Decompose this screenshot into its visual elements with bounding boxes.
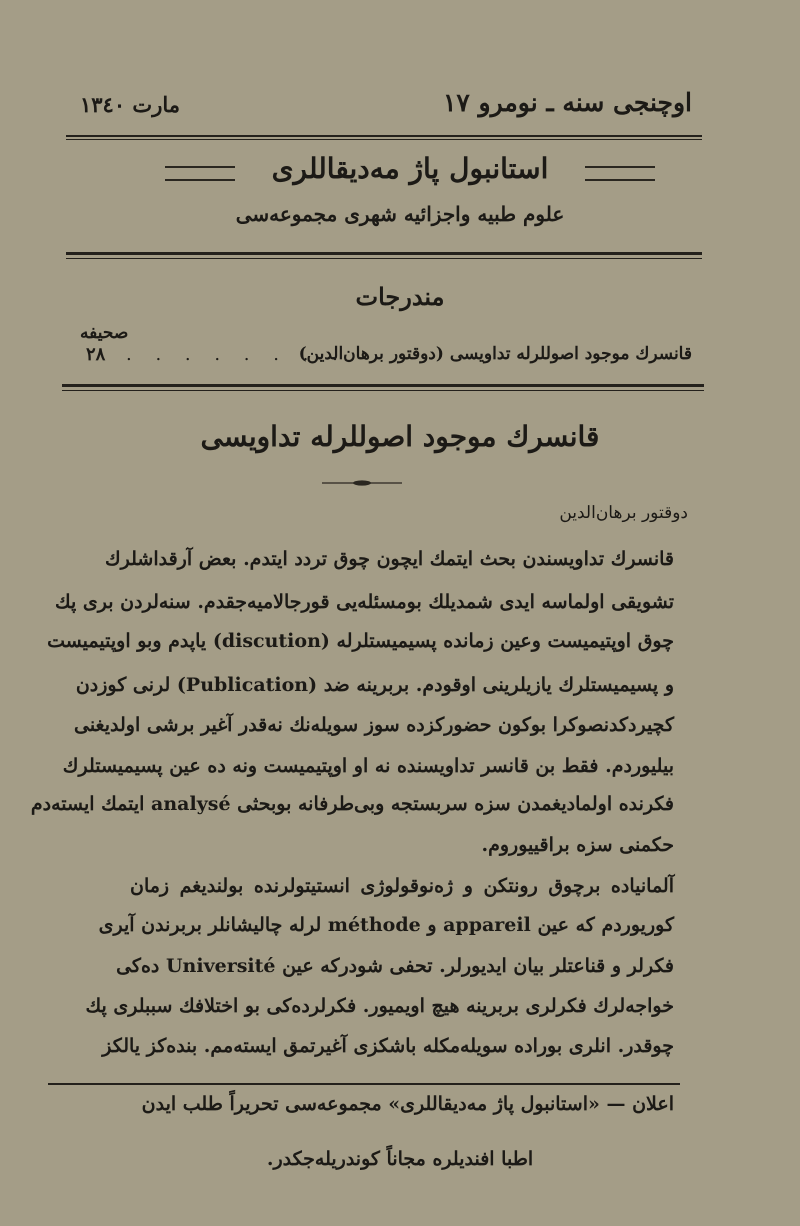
toc-page-number: ٢٨: [86, 344, 106, 365]
masthead-bottom-rule: [66, 252, 702, 255]
toc-entry[interactable]: [80, 344, 692, 374]
body-line: آلمانیاده برچوق رونتکن و ژه‌نوقولوژی انستیتولرنده بولندیغم زمان: [130, 875, 674, 897]
body-line: کوریوردم که عین appareil و méthode لرله چالیشانلر بربرندن آیری: [98, 914, 674, 936]
body-line: تشویقی اولماسه ایدی شمدیلك بومسئله‌یی قورجالامیه‌جقدم. سنه‌لردن بری پك: [55, 591, 674, 613]
body-line: و پسیمیستلرك یازیلرینی اوقودم. بربرینه ضد (Publication) لرنی کوزدن: [75, 674, 674, 696]
footer-rule: [48, 1083, 680, 1085]
body-line: فکرنده اولمادیغمدن سزه سربستجه وبی‌طرفانه بوبحثی analysé ایتمك ایسته‌دم: [30, 793, 674, 815]
body-line: فکرلر و قناعتلر بیان ایدیورلر. تحفی شودرکه عین Université ده‌کی: [116, 955, 674, 977]
body-line: کچیردکدنصوکرا بوکون حضورکزده سوز سویله‌نك نه‌قدر آغیر برشی اولدیغنی: [73, 714, 674, 736]
masthead-bottom-rule-thin: [66, 258, 702, 259]
issue-date: مارت ١٣٤٠: [80, 92, 180, 117]
contents-heading: مندرجات: [355, 282, 445, 311]
footer-note-label: اعلان —: [606, 1093, 674, 1115]
ornament-divider: [322, 479, 402, 487]
body-line: چوقدر. انلری بوراده سویله‌مکله باشکزی آغیرتمق ایسته‌مم. بنده‌کز یالکز: [102, 1035, 674, 1057]
top-rule: [66, 135, 702, 137]
footer-note-text: «استانبول پاژ مه‌دیقاللری» مجموعه‌سی تحریراً طلب ایدن: [141, 1093, 600, 1115]
body-line: بیلیوردم. فقط بن قانسر تداویسنده نه او اوپتیمیست ونه ده عین پسیمیستلرك: [62, 755, 674, 777]
article-title: قانسرك موجود اصوللرله تداویسی: [200, 420, 600, 453]
body-line: چوق اوپتیمیست وعین زمانده پسیمیستلرله (discution) یاپدم وبو اوپتیمیست: [47, 630, 674, 652]
body-line: خواجه‌لرك فکرلری بربرینه هیچ اویمیور. فکرلرده‌کی بو اختلافك سببلری پك: [85, 995, 674, 1017]
masthead: [165, 150, 655, 194]
page-column-label: صحیفه: [80, 323, 129, 343]
masthead-rule-left: [165, 166, 235, 181]
footer-note-line2: اطبا افندیلره مجاناً کوندریله‌جکدر.: [266, 1148, 534, 1170]
top-rule-thin: [66, 139, 702, 140]
body-line: قانسرك تداویسندن بحث ایتمك ایچون چوق تردد ایتدم. بعض آرقداشلرك: [104, 548, 674, 570]
contents-rule: [62, 384, 704, 387]
journal-subtitle: علوم طبیه واجزائیه شهری مجموعه‌سی: [235, 202, 565, 226]
toc-title: قانسرك موجود اصوللرله تداویسی (دوقتور برهان‌الدین): [298, 344, 692, 364]
toc-leader-dots: . . . . . . . .: [126, 344, 347, 365]
body-line: حکمنی سزه براقییوروم.: [481, 834, 674, 856]
contents-rule-thin: [62, 390, 704, 391]
footer-note-line1: [142, 1093, 674, 1115]
volume-issue: اوچنجی سنه ـ نومرو ١٧: [442, 88, 692, 117]
journal-title: استانبول پاژ مه‌دیقاللری: [271, 152, 549, 185]
masthead-rule-right: [585, 166, 655, 181]
article-author: دوقتور برهان‌الدین: [559, 503, 688, 523]
